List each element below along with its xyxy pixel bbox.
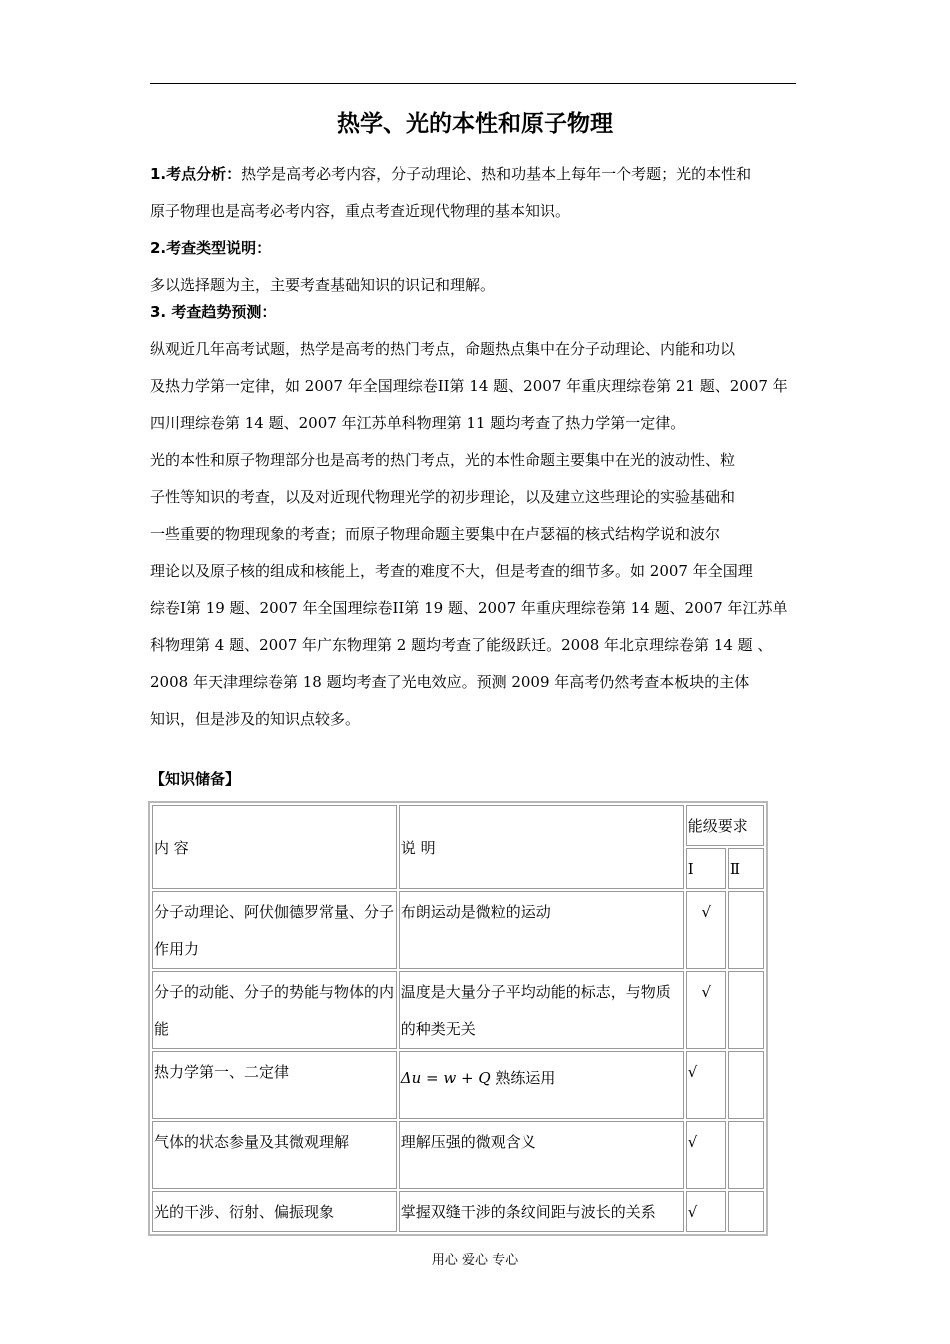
- section-label: 3. 考查趋势预测：: [150, 303, 277, 321]
- row-content: 光的干涉、衍射、偏振现象: [152, 1191, 397, 1232]
- row-level-1-check: √: [686, 1191, 726, 1232]
- header-level-2: Ⅱ: [728, 848, 764, 889]
- paragraph-line: 2008 年天津理综卷第 18 题均考查了光电效应。预测 2009 年高考仍然考查本板块的主体: [150, 673, 750, 691]
- table-row: [152, 1121, 764, 1189]
- row-description: 布朗运动是微粒的运动: [399, 891, 684, 969]
- knowledge-table: [148, 801, 768, 1236]
- row-level-1-check: √: [686, 891, 726, 969]
- table-row: [152, 1191, 764, 1232]
- paragraph-line: 多以选择题为主，主要考查基础知识的识记和理解。: [150, 276, 496, 294]
- row-description: 理解压强的微观含义: [399, 1121, 684, 1189]
- row-content: 分子动理论、阿伏伽德罗常量、分子作用力: [152, 891, 397, 969]
- section-trend-forecast: [150, 294, 810, 738]
- section-question-types: [150, 230, 810, 304]
- header-description: 说 明: [399, 805, 684, 889]
- paragraph-line: 一些重要的物理现象的考查；而原子物理命题主要集中在卢瑟福的核式结构学说和波尔: [150, 525, 721, 543]
- paragraph-line: 热学是高考必考内容，分子动理论、热和功基本上每年一个考题；光的本性和: [241, 165, 752, 183]
- paragraph-line: 科物理第 4 题、2007 年广东物理第 2 题均考查了能级跃迁。2008 年北京理综卷第 14 题 、: [150, 636, 773, 654]
- row-content: 热力学第一、二定律: [152, 1051, 397, 1119]
- paragraph-line: 知识，但是涉及的知识点较多。: [150, 710, 361, 728]
- section-exam-analysis: [150, 156, 810, 230]
- paragraph-line: 纵观近几年高考试题，热学是高考的热门考点，命题热点集中在分子动理论、内能和功以: [150, 340, 736, 358]
- row-level-1-check: √: [686, 1121, 726, 1189]
- table-header-row: [152, 805, 764, 846]
- header-level: 能级要求: [686, 805, 764, 846]
- paragraph-line: 理论以及原子核的组成和核能上，考查的难度不大，但是考查的细节多。如 2007 年全国理: [150, 562, 753, 580]
- row-level-2: [728, 1051, 764, 1119]
- row-level-2: [728, 971, 764, 1049]
- page-title: 热学、光的本性和原子物理: [337, 111, 613, 137]
- knowledge-heading: 【知识储备】: [150, 770, 241, 788]
- paragraph-line: 及热力学第一定律，如 2007 年全国理综卷II第 14 题、2007 年重庆理综卷第 21 题、2007 年: [150, 377, 788, 395]
- header-content: 内 容: [152, 805, 397, 889]
- table-row: [152, 891, 764, 969]
- paragraph-line: 原子物理也是高考必考内容，重点考查近现代物理的基本知识。: [150, 202, 571, 220]
- header-level-1: Ⅰ: [686, 848, 726, 889]
- row-description: [399, 1051, 684, 1119]
- row-description: 温度是大量分子平均动能的标志，与物质的种类无关: [399, 971, 684, 1049]
- table-row: [152, 971, 764, 1049]
- paragraph-line: 综卷I第 19 题、2007 年全国理综卷II第 19 题、2007 年重庆理综卷第 14 题、2007 年江苏单: [150, 599, 788, 617]
- row-content: 气体的状态参量及其微观理解: [152, 1121, 397, 1189]
- header-rule: [150, 83, 796, 84]
- row-level-1-check: √: [686, 1051, 726, 1119]
- section-label: 2.考查类型说明：: [150, 239, 272, 257]
- row-level-2: [728, 891, 764, 969]
- section-label: 1.考点分析：: [150, 165, 242, 183]
- row-level-2: [728, 1121, 764, 1189]
- row-level-1-check: √: [686, 971, 726, 1049]
- row-level-2: [728, 1191, 764, 1232]
- row-description: 掌握双缝干涉的条纹间距与波长的关系: [399, 1191, 684, 1232]
- page-footer: 用心 爱心 专心: [431, 1253, 519, 1268]
- row-content: 分子的动能、分子的势能与物体的内能: [152, 971, 397, 1049]
- row-description-text: 熟练运用: [495, 1069, 556, 1087]
- table-row: [152, 1051, 764, 1119]
- paragraph-line: 四川理综卷第 14 题、2007 年江苏单科物理第 11 题均考查了热力学第一定律。: [150, 414, 686, 432]
- paragraph-line: 光的本性和原子物理部分也是高考的热门考点，光的本性命题主要集中在光的波动性、粒: [150, 451, 736, 469]
- paragraph-line: 子性等知识的考查，以及对近现代物理光学的初步理论，以及建立这些理论的实验基础和: [150, 488, 736, 506]
- formula: Δu = w + Q: [400, 1069, 491, 1087]
